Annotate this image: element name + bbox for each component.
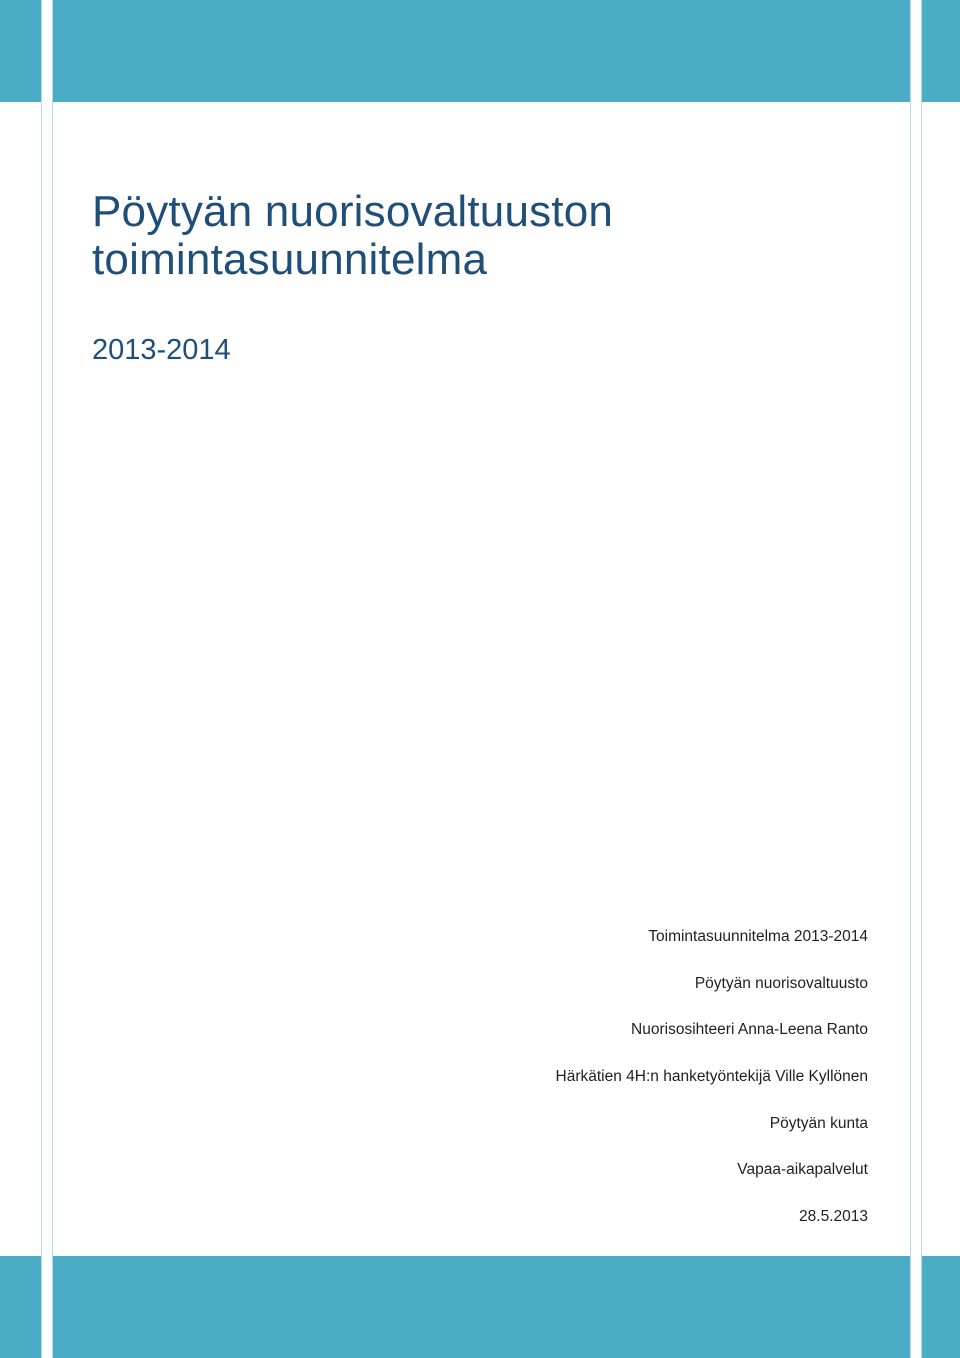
document-years: 2013-2014	[92, 334, 231, 366]
document-title-line-2: toimintasuunnitelma	[92, 235, 488, 284]
document-title	[92, 188, 613, 284]
info-line-plan: Toimintasuunnitelma 2013-2014	[648, 928, 868, 945]
bottom-right-corner-block	[922, 1256, 960, 1358]
info-line-date: 28.5.2013	[799, 1208, 868, 1226]
info-line-youth-secretary: Nuorisosihteeri Anna-Leena Ranto	[631, 1021, 868, 1039]
top-left-corner-block	[0, 0, 41, 102]
right-vertical-strip	[910, 0, 922, 1358]
info-line-council: Pöytyän nuorisovaltuusto	[694, 974, 868, 992]
info-line-department: Vapaa-aikapalvelut	[737, 1161, 868, 1179]
document-info-block	[556, 927, 868, 1254]
info-line-municipality: Pöytyän kunta	[769, 1114, 868, 1132]
bottom-center-banner	[53, 1256, 910, 1358]
document-title-line-1: Pöytyän nuorisovaltuuston	[92, 187, 614, 236]
info-line-project-worker: Härkätien 4H:n hanketyöntekijä Ville Kyllönen	[555, 1068, 868, 1086]
top-center-banner	[53, 0, 910, 102]
top-right-corner-block	[922, 0, 960, 102]
left-vertical-strip	[41, 0, 53, 1358]
bottom-left-corner-block	[0, 1256, 41, 1358]
